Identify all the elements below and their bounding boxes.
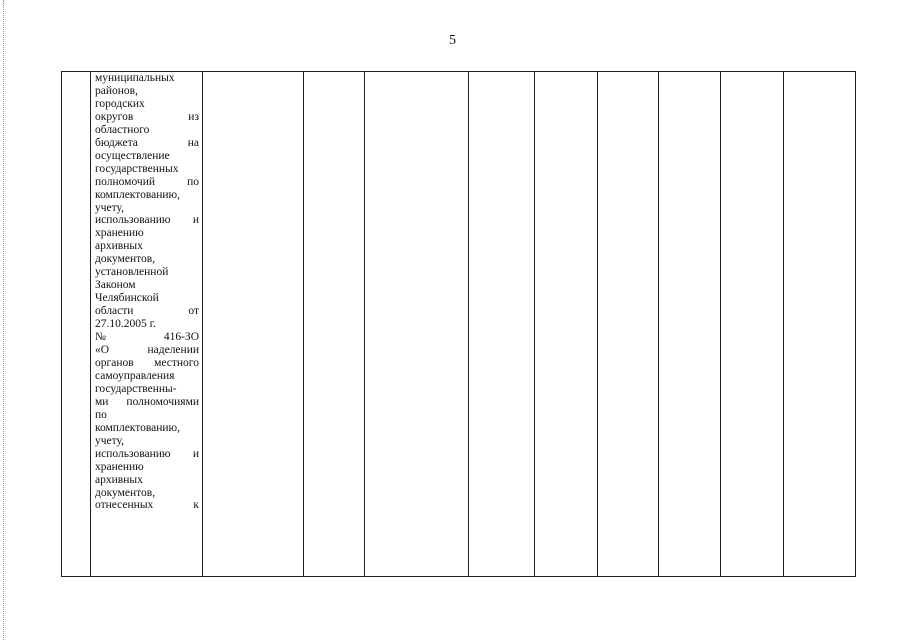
description-line: установленной — [95, 266, 169, 279]
description-line: отнесенных к — [95, 499, 199, 512]
description-line: использованию и — [95, 214, 199, 227]
description-line: архивных — [95, 240, 143, 253]
table-cell-description — [91, 72, 203, 577]
description-line: архивных — [95, 473, 143, 486]
description-line: муниципальных — [95, 72, 175, 84]
description-line: «О наделении — [95, 344, 199, 357]
description-line: комплектованию, — [95, 421, 181, 434]
description-text — [95, 72, 199, 512]
page-number: 5 — [449, 33, 456, 48]
description-line: учету, — [95, 201, 124, 214]
table-cell-empty — [203, 72, 304, 577]
description-line: документов, — [95, 253, 156, 266]
description-line: хранению — [95, 460, 144, 473]
table-cell-empty — [469, 72, 535, 577]
description-line: учету, — [95, 434, 124, 447]
table-cell-empty — [721, 72, 784, 577]
description-line: органов местного — [95, 356, 199, 369]
description-line: использованию и — [95, 447, 199, 460]
table-cell-empty — [598, 72, 659, 577]
table-cell-empty — [535, 72, 598, 577]
description-line: Челябинской — [95, 292, 159, 305]
description-line: 27.10.2005 г. — [95, 318, 156, 331]
description-line: самоуправления — [95, 369, 175, 382]
description-line: осуществление — [95, 149, 170, 162]
document-table — [61, 71, 856, 577]
description-line: округов из — [95, 110, 199, 123]
table-cell-empty — [659, 72, 721, 577]
table-cell-empty — [784, 72, 856, 577]
table-cell-empty — [304, 72, 365, 577]
description-line: документов, — [95, 486, 156, 499]
description-line: ми полномочиями — [95, 395, 199, 408]
description-line: городских — [95, 97, 145, 110]
description-line: Законом — [95, 279, 136, 292]
description-line: областного — [95, 123, 150, 136]
description-line: области от — [95, 305, 199, 318]
table-cell-empty — [365, 72, 469, 577]
description-line: государственных — [95, 162, 179, 175]
table-row — [62, 72, 856, 577]
description-line: бюджета на — [95, 136, 199, 149]
description-line: районов, — [95, 84, 138, 97]
description-line: по — [95, 408, 107, 421]
description-line: хранению — [95, 227, 144, 240]
description-line: комплектованию, — [95, 188, 181, 201]
description-line: государственны- — [95, 382, 177, 395]
description-line: № 416-ЗО — [95, 331, 199, 344]
table-cell-number — [62, 72, 91, 577]
page-left-edge — [3, 0, 4, 640]
description-line: полномочий по — [95, 175, 199, 188]
